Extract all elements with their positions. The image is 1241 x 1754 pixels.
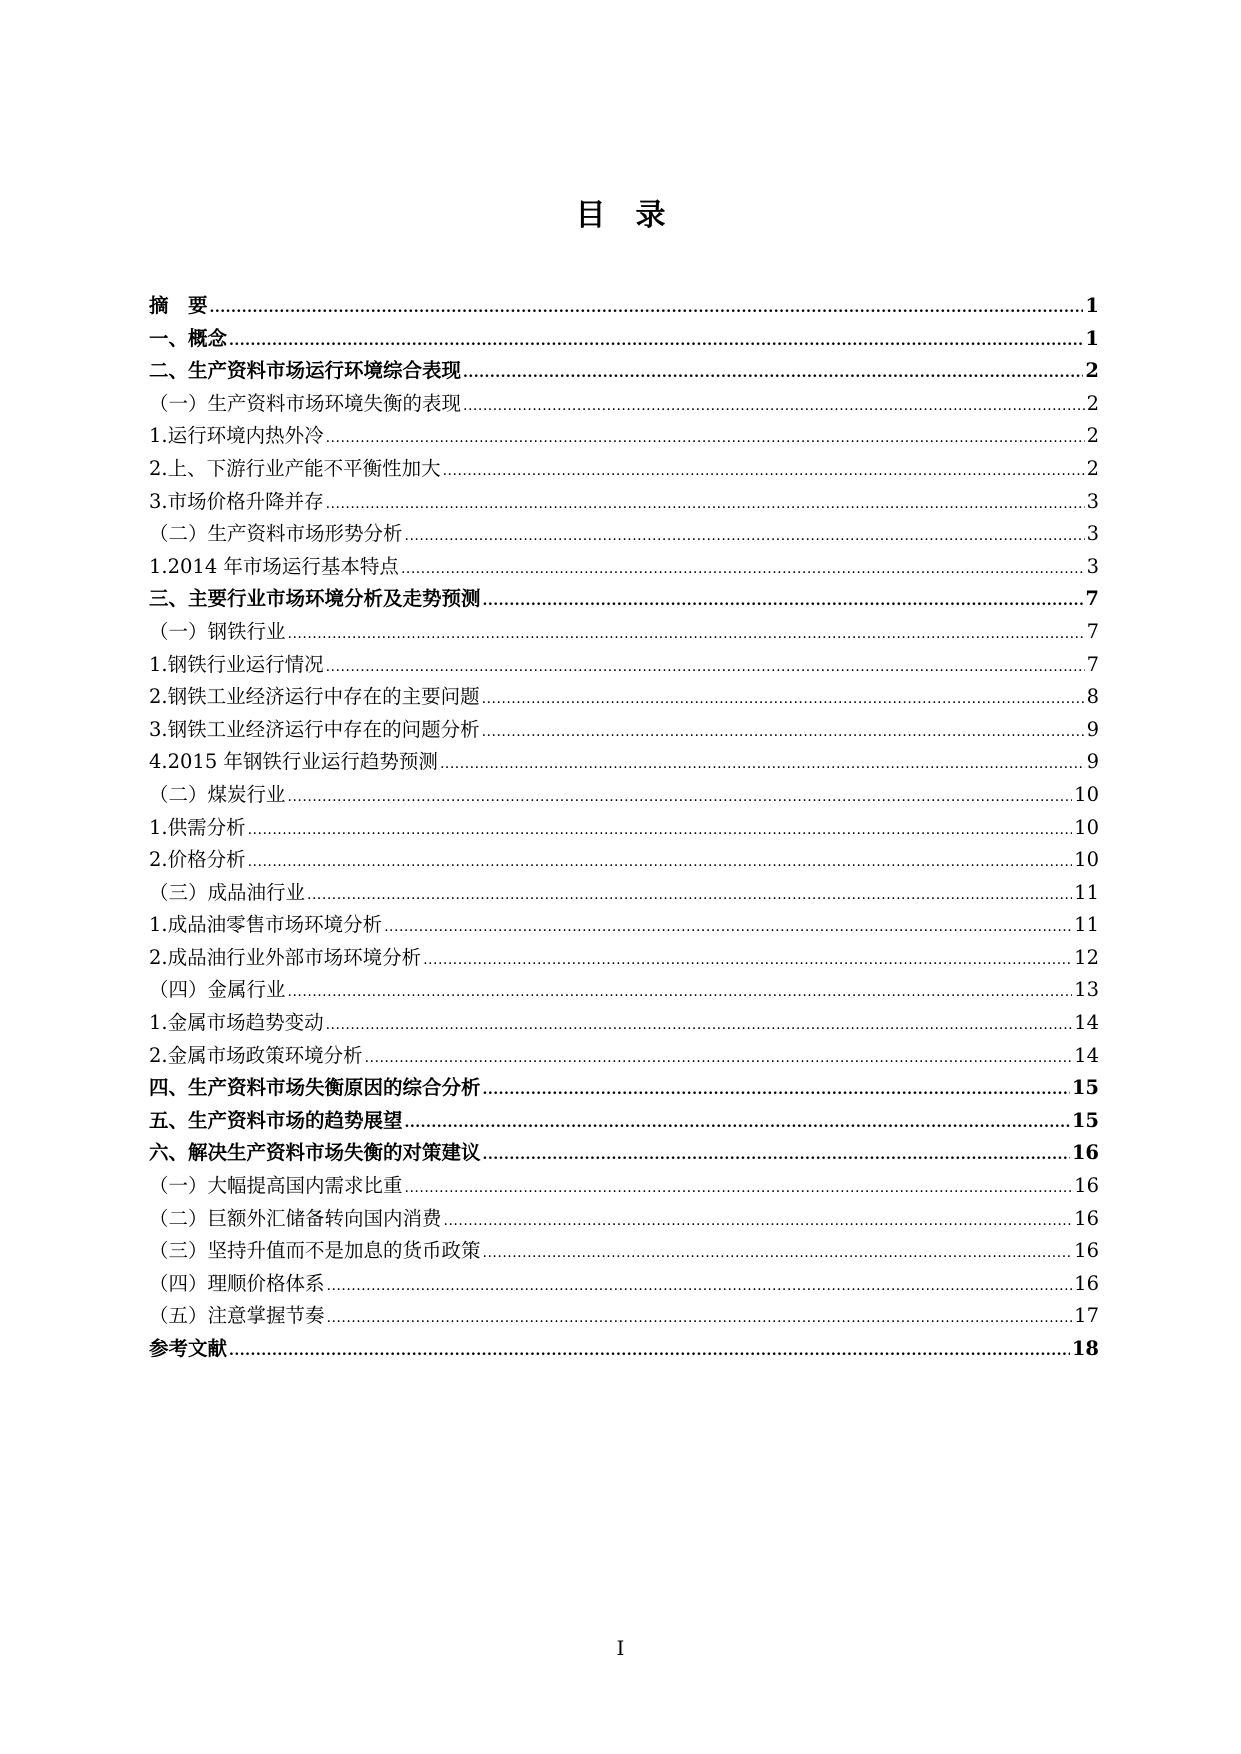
toc-entry[interactable] — [149, 518, 1099, 551]
toc-entry[interactable] — [149, 486, 1099, 519]
toc-entry[interactable] — [149, 1105, 1099, 1138]
toc-entry[interactable] — [149, 1268, 1099, 1301]
toc-leader-dots — [229, 1335, 1070, 1368]
toc-leader-dots — [405, 520, 1085, 553]
toc-leader-dots — [326, 1009, 1073, 1042]
toc-entry[interactable] — [149, 355, 1099, 388]
toc-entry-label: 2.上、下游行业产能不平衡性加大 — [149, 456, 441, 480]
toc-entry-page: 2 — [1086, 424, 1099, 448]
toc-leader-dots — [482, 716, 1085, 749]
toc-entry[interactable] — [149, 290, 1099, 323]
toc-entry-label: 1.钢铁行业运行情况 — [149, 652, 324, 676]
toc-entry[interactable] — [149, 779, 1099, 812]
toc-leader-dots — [423, 944, 1072, 977]
toc-leader-dots — [326, 651, 1085, 684]
page-number: I — [616, 1636, 625, 1660]
table-of-contents — [149, 290, 1099, 1366]
toc-entry-page: 17 — [1074, 1304, 1099, 1328]
toc-entry[interactable] — [149, 812, 1099, 845]
toc-entry[interactable] — [149, 942, 1099, 975]
toc-entry-page: 14 — [1074, 1011, 1099, 1035]
toc-entry-label: 1.2014 年市场运行基本特点 — [149, 554, 399, 578]
toc-leader-dots — [483, 1139, 1070, 1172]
toc-entry-page: 11 — [1074, 913, 1099, 937]
toc-entry[interactable] — [149, 1235, 1099, 1268]
toc-entry-page: 7 — [1086, 652, 1099, 676]
toc-entry-page: 8 — [1086, 685, 1099, 709]
toc-leader-dots — [444, 1205, 1073, 1238]
toc-entry-label: （三）成品油行业 — [149, 880, 306, 904]
toc-entry-page: 16 — [1071, 1141, 1099, 1165]
toc-entry[interactable] — [149, 909, 1099, 942]
toc-entry[interactable] — [149, 681, 1099, 714]
toc-entry-page: 14 — [1074, 1043, 1099, 1067]
toc-entry[interactable] — [149, 1300, 1099, 1333]
toc-entry-page: 2 — [1086, 391, 1099, 415]
toc-entry-page: 1 — [1085, 294, 1099, 317]
toc-entry[interactable] — [149, 746, 1099, 779]
toc-entry-label: （一）大幅提高国内需求比重 — [149, 1174, 403, 1198]
toc-entry-page: 3 — [1086, 489, 1099, 513]
toc-leader-dots — [483, 1237, 1073, 1270]
toc-entry-page: 9 — [1086, 717, 1099, 741]
toc-entry-page: 7 — [1086, 619, 1099, 643]
toc-entry-page: 16 — [1074, 1206, 1099, 1230]
toc-entry-label: 2.金属市场政策环境分析 — [149, 1043, 363, 1067]
toc-entry[interactable] — [149, 649, 1099, 682]
toc-entry-label: （五）注意掌握节奏 — [149, 1304, 325, 1328]
toc-entry-page: 10 — [1074, 815, 1099, 839]
toc-entry-label: 摘 要 — [149, 294, 208, 317]
toc-entry-label: （二）巨额外汇储备转向国内消费 — [149, 1206, 442, 1230]
toc-entry[interactable] — [149, 420, 1099, 453]
toc-entry-label: 一、概念 — [149, 326, 228, 350]
toc-entry-page: 16 — [1074, 1174, 1099, 1198]
toc-leader-dots — [463, 390, 1085, 423]
toc-entry-label: 二、生产资料市场运行环境综合表现 — [149, 359, 462, 383]
toc-entry[interactable] — [149, 616, 1099, 649]
toc-entry-page: 11 — [1074, 880, 1099, 904]
toc-entry-label: 2.价格分析 — [149, 848, 246, 872]
toc-entry-page: 2 — [1085, 359, 1099, 383]
toc-leader-dots — [365, 1042, 1073, 1075]
toc-entry-label: （一）钢铁行业 — [149, 619, 286, 643]
toc-entry[interactable] — [149, 974, 1099, 1007]
toc-leader-dots — [229, 325, 1083, 358]
toc-entry[interactable] — [149, 583, 1099, 616]
toc-entry[interactable] — [149, 877, 1099, 910]
toc-entry-label: 1.金属市场趋势变动 — [149, 1011, 324, 1035]
toc-entry[interactable] — [149, 1007, 1099, 1040]
toc-entry-page: 12 — [1074, 945, 1099, 969]
toc-entry-page: 1 — [1085, 326, 1099, 350]
toc-entry[interactable] — [149, 453, 1099, 486]
toc-entry-label: 1.成品油零售市场环境分析 — [149, 913, 383, 937]
toc-leader-dots — [483, 585, 1084, 618]
toc-leader-dots — [483, 1074, 1070, 1107]
toc-entry-label: （二）煤炭行业 — [149, 782, 286, 806]
toc-entry-label: （一）生产资料市场环境失衡的表现 — [149, 391, 462, 415]
toc-leader-dots — [326, 422, 1085, 455]
toc-leader-dots — [288, 976, 1073, 1009]
toc-entry[interactable] — [149, 1137, 1099, 1170]
toc-entry-page: 9 — [1086, 750, 1099, 774]
toc-entry-label: （二）生产资料市场形势分析 — [149, 522, 403, 546]
toc-leader-dots — [248, 814, 1073, 847]
toc-leader-dots — [288, 618, 1085, 651]
toc-leader-dots — [327, 1270, 1073, 1303]
toc-entry-label: 参考文献 — [149, 1337, 228, 1360]
toc-entry-label: （四）理顺价格体系 — [149, 1271, 325, 1295]
toc-entry[interactable] — [149, 1072, 1099, 1105]
toc-leader-dots — [440, 748, 1085, 781]
toc-leader-dots — [326, 488, 1085, 521]
toc-entry[interactable] — [149, 388, 1099, 421]
toc-entry-page: 15 — [1071, 1076, 1099, 1100]
toc-entry[interactable] — [149, 1333, 1099, 1366]
toc-leader-dots — [405, 1172, 1073, 1205]
toc-leader-dots — [288, 781, 1073, 814]
toc-leader-dots — [405, 1107, 1070, 1140]
toc-entry-page: 10 — [1074, 782, 1099, 806]
toc-entry[interactable] — [149, 714, 1099, 747]
toc-entry-label: 三、主要行业市场环境分析及走势预测 — [149, 587, 481, 611]
toc-entry-label: （三）坚持升值而不是加息的货币政策 — [149, 1239, 481, 1263]
toc-entry-page: 18 — [1071, 1337, 1099, 1360]
toc-entry-page: 7 — [1085, 587, 1099, 611]
toc-leader-dots — [327, 1302, 1073, 1335]
toc-entry-label: 3.市场价格升降并存 — [149, 489, 324, 513]
toc-entry-page: 15 — [1071, 1108, 1099, 1132]
toc-entry-label: 2.钢铁工业经济运行中存在的主要问题 — [149, 685, 480, 709]
toc-leader-dots — [443, 455, 1085, 488]
toc-entry-page: 10 — [1074, 848, 1099, 872]
toc-entry[interactable] — [149, 1170, 1099, 1203]
toc-entry-label: 2.成品油行业外部市场环境分析 — [149, 945, 422, 969]
toc-entry-page: 16 — [1074, 1239, 1099, 1263]
toc-leader-dots — [307, 879, 1072, 912]
toc-leader-dots — [384, 911, 1072, 944]
toc-entry-page: 13 — [1074, 978, 1099, 1002]
toc-entry-label: （四）金属行业 — [149, 978, 286, 1002]
toc-leader-dots — [482, 683, 1085, 716]
toc-leader-dots — [401, 553, 1085, 586]
toc-leader-dots — [210, 292, 1084, 325]
toc-entry-label: 1.运行环境内热外冷 — [149, 424, 324, 448]
toc-leader-dots — [248, 846, 1073, 879]
toc-entry-label: 4.2015 年钢铁行业运行趋势预测 — [149, 750, 438, 774]
toc-entry-label: 四、生产资料市场失衡原因的综合分析 — [149, 1076, 481, 1100]
toc-entry[interactable] — [149, 1040, 1099, 1073]
toc-entry[interactable] — [149, 551, 1099, 584]
toc-entry-page: 3 — [1086, 522, 1099, 546]
toc-entry[interactable] — [149, 323, 1099, 356]
toc-entry-label: 3.钢铁工业经济运行中存在的问题分析 — [149, 717, 480, 741]
toc-entry-page: 16 — [1074, 1271, 1099, 1295]
toc-entry-label: 1.供需分析 — [149, 815, 246, 839]
toc-entry-label: 五、生产资料市场的趋势展望 — [149, 1108, 403, 1132]
toc-entry-page: 2 — [1086, 456, 1099, 480]
toc-entry-label: 六、解决生产资料市场失衡的对策建议 — [149, 1141, 481, 1165]
page-title: 目录 — [575, 198, 696, 233]
toc-entry[interactable] — [149, 1203, 1099, 1236]
toc-entry[interactable] — [149, 844, 1099, 877]
toc-entry-page: 3 — [1086, 554, 1099, 578]
toc-leader-dots — [463, 357, 1083, 390]
